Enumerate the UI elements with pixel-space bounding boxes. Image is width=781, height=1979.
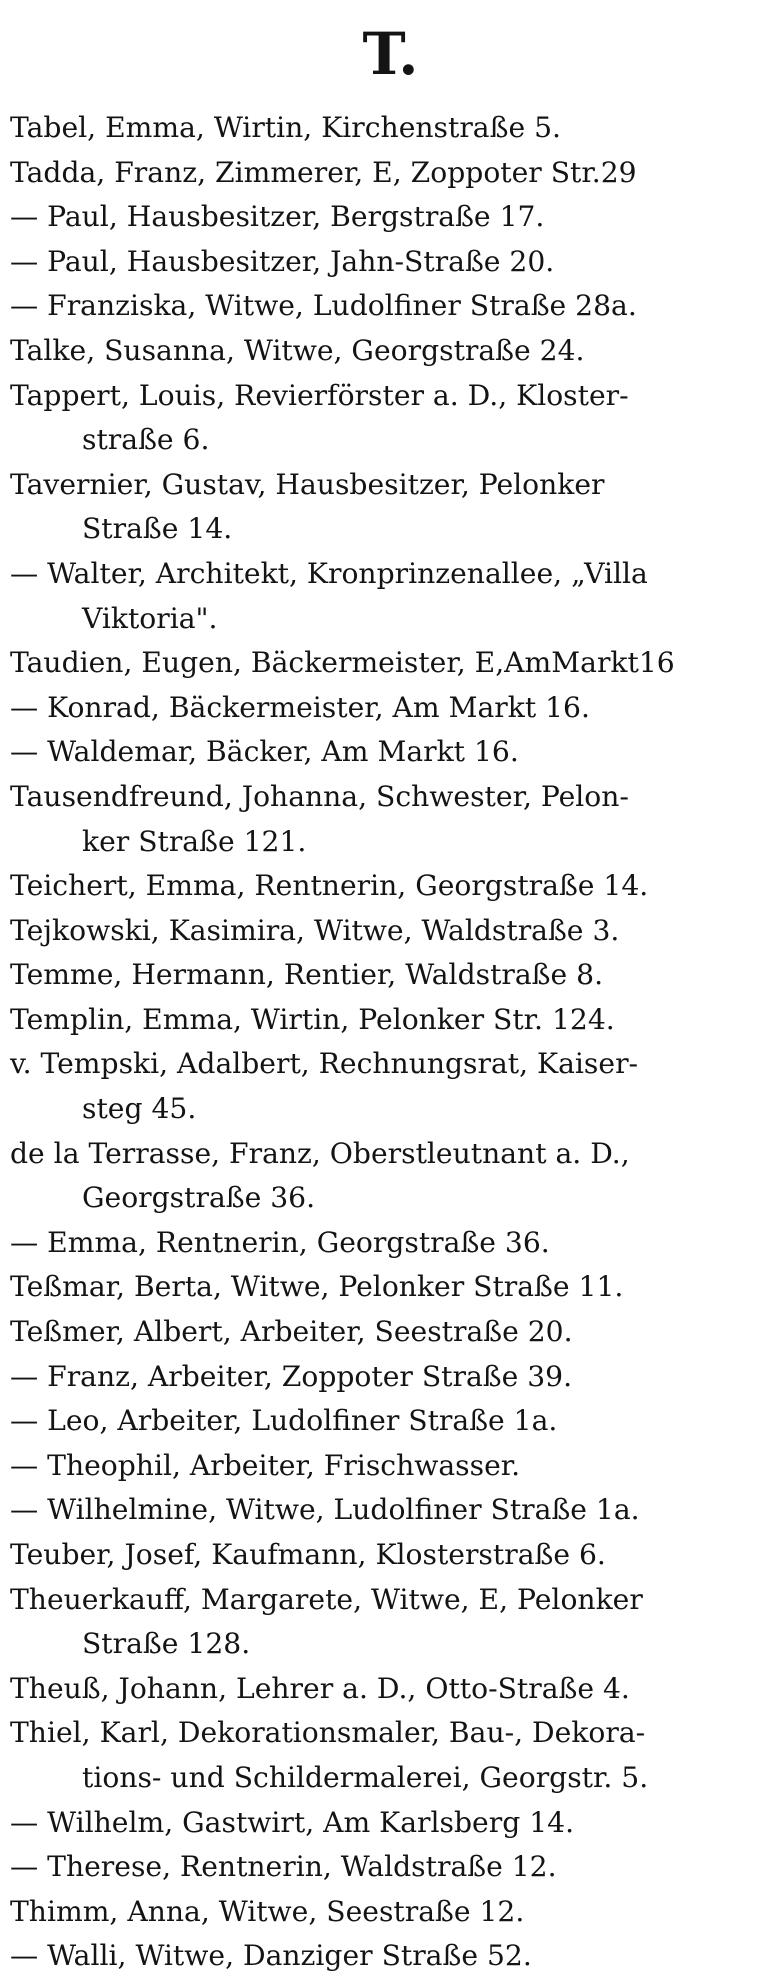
entry-line: Talke, Susanna, Witwe, Georgstraße 24.	[10, 333, 585, 367]
entry-line: Tejkowski, Kasimira, Witwe, Waldstraße 3.	[10, 913, 620, 947]
entry-line: Teßmer, Albert, Arbeiter, Seestraße 20.	[10, 1315, 573, 1349]
entry-line: — Walter, Architekt, Kronprinzenallee, „Villa	[10, 556, 648, 590]
entry-line: Tadda, Franz, Zimmerer, E, Zoppoter Str.29	[10, 155, 637, 189]
entry-line: Thimm, Anna, Witwe, Seestraße 12.	[10, 1894, 525, 1928]
directory-entry	[10, 953, 771, 998]
directory-entry	[10, 240, 771, 285]
entry-line: Thiel, Karl, Dekorationsmaler, Bau-, Dekora-	[10, 1716, 646, 1750]
entry-line: — Emma, Rentnerin, Georgstraße 36.	[10, 1225, 550, 1259]
directory-entry	[10, 1934, 771, 1979]
entry-line: Teuber, Josef, Kaufmann, Klosterstraße 6.	[10, 1538, 606, 1571]
entry-continuation-line: tions- und Schildermalerei, Georgstr. 5.	[82, 1760, 649, 1794]
entry-line: Templin, Emma, Wirtin, Pelonker Str. 124.	[10, 1002, 615, 1036]
directory-entry	[10, 1042, 771, 1131]
directory-entry	[10, 1667, 771, 1712]
entry-continuation-line: straße 6.	[82, 423, 210, 457]
directory-entry	[10, 730, 771, 775]
directory-entry	[10, 1399, 771, 1444]
entry-line: — Konrad, Bäckermeister, Am Markt 16.	[10, 690, 590, 724]
entry-line: Teßmar, Berta, Witwe, Pelonker Straße 11.	[10, 1270, 624, 1304]
entry-line: Tavernier, Gustav, Hausbesitzer, Pelonker	[10, 467, 605, 501]
directory-entry	[10, 1578, 771, 1667]
directory-entry	[10, 552, 771, 641]
entry-line: v. Tempski, Adalbert, Rechnungsrat, Kaiser-	[10, 1047, 639, 1081]
directory-entry	[10, 686, 771, 731]
entry-line: de la Terrasse, Franz, Oberstleutnant a. D.,	[10, 1136, 630, 1170]
entry-line: — Therese, Rentnerin, Waldstraße 12.	[10, 1850, 557, 1884]
directory-entry	[10, 1533, 771, 1578]
directory-entry	[10, 1221, 771, 1266]
entry-line: Tabel, Emma, Wirtin, Kirchenstraße 5.	[10, 111, 561, 144]
directory-entry	[10, 1132, 771, 1221]
directory-entry	[10, 195, 771, 240]
entry-line: — Franz, Arbeiter, Zoppoter Straße 39.	[10, 1359, 573, 1393]
section-letter-heading: T.	[362, 20, 419, 88]
directory-entry	[10, 1265, 771, 1310]
entry-continuation-line: Straße 14.	[82, 512, 233, 546]
entry-line: — Paul, Hausbesitzer, Jahn-Straße 20.	[10, 244, 555, 278]
entry-line: — Leo, Arbeiter, Ludolfiner Straße 1a.	[10, 1404, 558, 1438]
entry-line: Theuß, Johann, Lehrer a. D., Otto-Straße 4.	[10, 1671, 630, 1705]
entry-continuation-line: Georgstraße 36.	[82, 1181, 316, 1215]
directory-entry	[10, 775, 771, 864]
directory-entry	[10, 1355, 771, 1400]
directory-entry	[10, 641, 771, 686]
directory-entry	[10, 864, 771, 909]
entry-line: — Wilhelm, Gastwirt, Am Karlsberg 14.	[10, 1805, 575, 1839]
entry-line: Tausendfreund, Johanna, Schwester, Pelon-	[10, 779, 629, 813]
directory-entry	[10, 329, 771, 374]
directory-entry	[10, 1488, 771, 1533]
entry-line: Theuerkauff, Margarete, Witwe, E, Pelonker	[10, 1582, 643, 1616]
entry-line: — Paul, Hausbesitzer, Bergstraße 17.	[10, 200, 545, 234]
entry-continuation-line: ker Straße 121.	[82, 824, 307, 858]
entry-line: — Franziska, Witwe, Ludolfiner Straße 28a.	[10, 289, 637, 323]
directory-entry	[10, 909, 771, 954]
directory-entry	[10, 1444, 771, 1489]
entry-continuation-line: steg 45.	[82, 1092, 197, 1126]
entry-continuation-line: Straße 128.	[82, 1627, 251, 1661]
directory-entry	[10, 151, 771, 196]
directory-entry	[10, 106, 771, 151]
entry-line: — Waldemar, Bäcker, Am Markt 16.	[10, 735, 519, 769]
directory-entry	[10, 1801, 771, 1846]
directory-entry	[10, 374, 771, 463]
entry-line: — Walli, Witwe, Danziger Straße 52.	[10, 1939, 532, 1973]
entry-line: — Theophil, Arbeiter, Frischwasser.	[10, 1448, 521, 1482]
directory-entry	[10, 463, 771, 552]
entry-list	[10, 106, 771, 1979]
entry-line: Teichert, Emma, Rentnerin, Georgstraße 14.	[10, 869, 649, 903]
directory-entry	[10, 1310, 771, 1355]
entry-line: — Wilhelmine, Witwe, Ludolfiner Straße 1a.	[10, 1493, 640, 1527]
directory-entry	[10, 284, 771, 329]
entry-continuation-line: Viktoria".	[82, 601, 218, 635]
entry-line: Tappert, Louis, Revierförster a. D., Kloster-	[10, 378, 629, 412]
entry-line: Temme, Hermann, Rentier, Waldstraße 8.	[10, 958, 604, 992]
directory-entry	[10, 1890, 771, 1935]
entry-line: Taudien, Eugen, Bäckermeister, E,AmMarkt16	[10, 646, 675, 680]
directory-entry	[10, 1845, 771, 1890]
directory-entry	[10, 1711, 771, 1800]
directory-entry	[10, 998, 771, 1043]
